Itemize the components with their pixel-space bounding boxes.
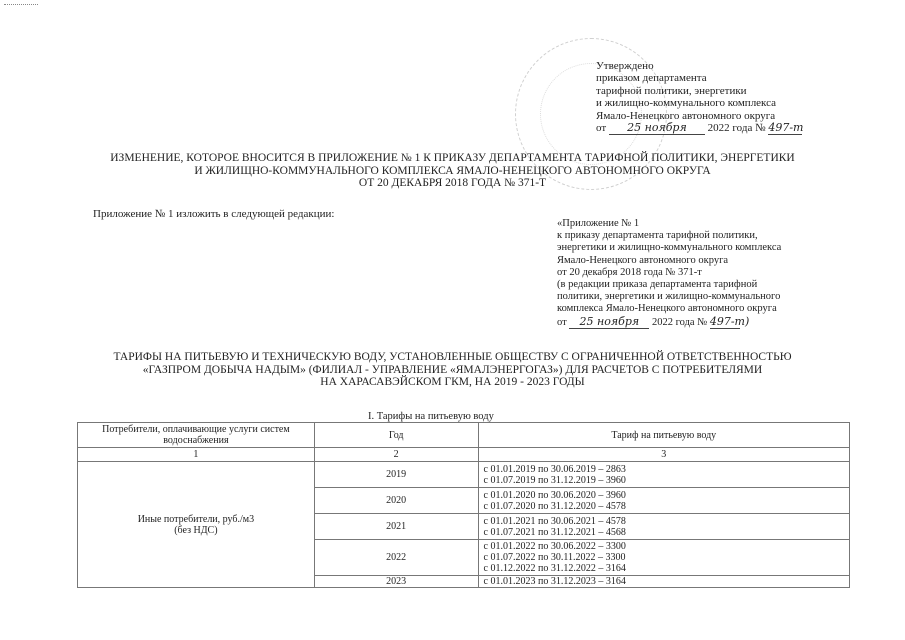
- table-header-row: [78, 423, 850, 448]
- approval-line: тарифной политики, энергетики: [596, 84, 747, 97]
- tariff-cell: с 01.01.2021 по 30.06.2021 – 4578 с 01.07.2021 по 31.12.2021 – 4568: [478, 514, 849, 540]
- approval-block: [596, 60, 802, 135]
- tariff-table: [77, 422, 850, 588]
- column-number: 3: [478, 448, 849, 462]
- year-cell: 2022: [314, 540, 478, 576]
- column-header-tariff: Тариф на питьевую воду: [478, 423, 849, 448]
- year-cell: 2020: [314, 488, 478, 514]
- approval-line: Утверждено: [596, 60, 654, 72]
- consumer-cell: Иные потребители, руб./м3 (без НДС): [78, 462, 315, 588]
- year-cell: 2019: [314, 462, 478, 488]
- column-number: 2: [314, 448, 478, 462]
- year-cell: 2023: [314, 576, 478, 588]
- tariffs-title: ТАРИФЫ НА ПИТЬЕВУЮ И ТЕХНИЧЕСКУЮ ВОДУ, УСТАНОВЛЕННЫЕ ОБЩЕСТВУ С ОГРАНИЧЕННОЙ ОТВЕТСТВЕННОСТЬЮ «ГАЗПРОМ ДОБЫЧА НАДЫМ» (ФИЛИАЛ - УПРАВЛЕНИЕ «ЯМАЛЭНЕРГОГАЗ») ДЛЯ РАСЧЕТОВ С ПОТРЕБИТЕЛЯМИ НА ХАРАСАВЭЙСКОМ ГКМ, НА 2019 - 2023 ГОДЫ: [113, 351, 792, 388]
- top-border-mark: [4, 4, 38, 5]
- date-signature: 25 ноября: [569, 316, 649, 329]
- table-number-row: [78, 448, 850, 462]
- instruction-text: Приложение № 1 изложить в следующей редакции:: [93, 208, 335, 220]
- appendix-block: «Приложение № 1 к приказу департамента тарифной политики, энергетики и жилищно-коммунального комплекса Ямало-Ненецкого автономного округа от 20 декабря 2018 года № 371-т (в редакции приказа департамента тарифной политики, энергетики и жилищно-коммунального комплекса Ямало-Ненецкого автономного округа от 25 ноября 2022 года № 497-т): [557, 218, 782, 328]
- approval-line: Ямало-Ненецкого автономного округа: [596, 109, 776, 122]
- year-cell: 2021: [314, 514, 478, 540]
- column-number: 1: [78, 448, 315, 462]
- number-signature: 497-т): [709, 314, 750, 328]
- tariff-cell: с 01.01.2019 по 30.06.2019 – 2863 с 01.07.2019 по 31.12.2019 – 3960: [478, 462, 849, 488]
- number-signature: 497-т: [768, 121, 804, 135]
- document-title: ИЗМЕНЕНИЕ, КОТОРОЕ ВНОСИТСЯ В ПРИЛОЖЕНИЕ № 1 К ПРИКАЗУ ДЕПАРТАМЕНТА ТАРИФНОЙ ПОЛИТИКИ, ЭНЕРГЕТИКИ И ЖИЛИЩНО-КОММУНАЛЬНОГО КОМПЛЕКСА ЯМАЛО-НЕНЕЦКОГО АВТОНОМНОГО ОКРУГА ОТ 20 ДЕКАБРЯ 2018 ГОДА № 371-Т: [110, 152, 795, 189]
- section-heading: I. Тарифы на питьевую воду: [368, 411, 494, 422]
- approval-line: и жилищно-коммунального комплекса: [596, 97, 777, 110]
- tariff-cell: с 01.01.2023 по 31.12.2023 – 3164: [478, 576, 849, 588]
- approval-date-line: от 25 ноября 2022 года № 497-т: [596, 121, 804, 135]
- date-signature: 25 ноября: [609, 122, 705, 135]
- table-row: [78, 462, 850, 488]
- approval-line: приказом департамента: [596, 72, 707, 85]
- appendix-date-line: от 25 ноября 2022 года № 497-т): [557, 314, 750, 328]
- column-header-year: Год: [314, 423, 478, 448]
- tariff-cell: с 01.01.2022 по 30.06.2022 – 3300 с 01.07.2022 по 30.11.2022 – 3300 с 01.12.2022 по 31.12.2022 – 3164: [478, 540, 849, 576]
- tariff-cell: с 01.01.2020 по 30.06.2020 – 3960 с 01.07.2020 по 31.12.2020 – 4578: [478, 488, 849, 514]
- column-header-consumers: Потребители, оплачивающие услуги систем водоснабжения: [78, 423, 315, 448]
